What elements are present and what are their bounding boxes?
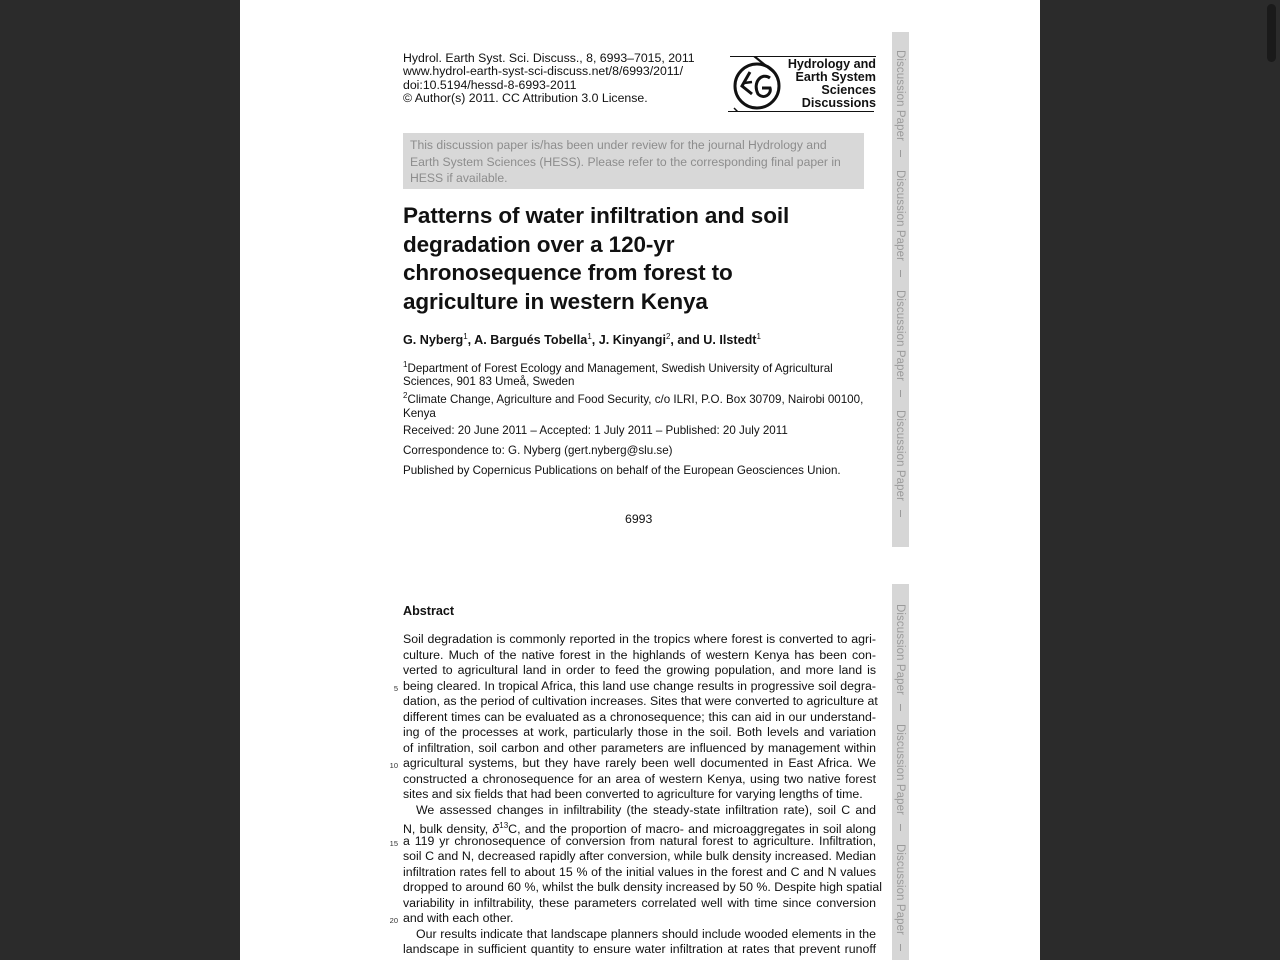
discussion-paper-strip	[892, 584, 909, 960]
author-name: G. Nyberg	[403, 333, 464, 348]
author-name: J. Kinyangi	[598, 333, 666, 348]
review-notice: This discussion paper is/has been under review for the journal Hydrology and Earth System Sciences (HESS). Please refer to the corresponding final paper in HESS if available.	[403, 133, 864, 189]
abstract-heading: Abstract	[403, 604, 455, 618]
discussion-paper-label: Discussion Paper	[894, 410, 906, 502]
strip-separator	[900, 150, 901, 157]
affiliation-mark: 2	[665, 332, 671, 341]
abstract-line: dropped to around 60 %, whilst the bulk density increased by 50 %. Despite high spatial	[403, 880, 882, 894]
dates: Received: 20 June 2011 – Accepted: 1 July 2011 – Published: 20 July 2011	[403, 424, 788, 437]
title-line: agriculture in western Kenya	[403, 288, 708, 314]
affiliation-1: $^1$Department of Forest Ecology and Management, Swedish University of Agricultural	[403, 360, 833, 375]
abstract-line: of infiltration, soil carbon and other parameters are influenced by management within	[403, 740, 876, 755]
pdf-page	[240, 0, 1040, 960]
abstract-line: Soil degradation is commonly reported in the tropics where forest is converted to agri-	[403, 632, 876, 646]
abstract-line: dation, as the period of cultivation increases. Sites that were converted to agriculture at	[403, 694, 878, 708]
abstract-line: variability in infiltrability, these parameters correlated well with time since conversion	[403, 895, 876, 910]
discussion-paper-label: Discussion Paper	[894, 170, 906, 262]
abstract-line: being cleared. In tropical Africa, this land use change results in progressive soil degra-	[403, 678, 876, 693]
separator: ,	[467, 333, 475, 348]
line-number: 5	[393, 683, 398, 693]
abstract-line: soil C and N, decreased rapidly after conversion, while bulk density increased. Median	[403, 849, 876, 863]
abstract-line: sites and six fields that had been converted to agriculture for varying lengths of time.	[403, 787, 863, 801]
license: © Author(s) 2011. CC Attribution 3.0 License.	[403, 90, 648, 105]
strip-separator	[900, 390, 901, 397]
citation: Hydrol. Earth Syst. Sci. Discuss., 8, 6993–7015, 2011	[403, 51, 695, 65]
logo-line: Hydrology and	[787, 57, 876, 71]
affiliation-2-cont: Kenya	[403, 406, 436, 420]
separator: , and	[670, 333, 704, 348]
author-name: A. Bargués Tobella	[474, 333, 588, 348]
logo-line: Discussions	[801, 96, 876, 110]
author-list	[403, 332, 761, 347]
abstract-body	[403, 632, 882, 958]
author-name: U. Ilstedt	[703, 333, 757, 348]
journal-url[interactable]: www.hydrol-earth-syst-sci-discuss.net/8/6993/2011/	[403, 64, 683, 79]
abstract-line: and with each other.	[403, 911, 514, 925]
abstract-line: constructed a chronosequence for an area of western Kenya, using two native forest	[403, 771, 876, 786]
egu-logo-icon	[730, 56, 784, 112]
correspondence[interactable]: Correspondence to: G. Nyberg (gert.nyberg@slu.se)	[403, 444, 673, 457]
line-number: 10	[389, 761, 398, 770]
affiliations	[403, 358, 873, 420]
page-number: 6993	[625, 512, 653, 526]
affiliation-mark: 1	[756, 332, 761, 341]
strip-separator	[900, 824, 901, 831]
logo-line: Earth System	[795, 70, 876, 84]
line-number: 20	[389, 916, 398, 925]
line-number: 15	[389, 838, 398, 848]
title-line: degradation over a 120-yr	[403, 231, 675, 257]
abstract-line: ing of the processes at work, particularly those in the soil. Both levels and variation	[403, 725, 876, 739]
affiliation-mark: 1	[463, 332, 468, 341]
affiliation-1-cont: Sciences, 901 83 Umeå, Sweden	[403, 375, 575, 389]
abstract-line: infiltration rates fell to about 15 % of the initial values in the forest and C and N values	[403, 864, 876, 879]
discussion-paper-label: Discussion Paper	[894, 724, 906, 816]
title-line: chronosequence from forest to	[403, 260, 733, 285]
discussion-paper-label: Discussion Paper	[894, 604, 906, 696]
abstract-line: culture. Much of the native forest in the highlands of western Kenya has been con-	[403, 647, 876, 662]
abstract-line: different times can be evaluated as a chronosequence; this can aid in our understand-	[403, 709, 876, 724]
title-line: Patterns of water infiltration and soil	[403, 203, 790, 228]
abstract-line: agricultural systems, but they have rarely been well documented in East Africa. We	[403, 756, 876, 770]
abstract-line: We assessed changes in infiltrability (the steady-state infiltration rate), soil C and	[416, 802, 876, 817]
abstract-line: a 119 yr chronosequence of conversion from natural forest to agriculture. Infiltration,	[403, 833, 876, 848]
affiliation-2: $^2$Climate Change, Agriculture and Food Security, c/o ILRI, P.O. Box 30709, Nairobi 00100,	[403, 391, 864, 406]
abstract-line: verted to agricultural land in order to feed the growing population, and more land is	[403, 663, 876, 677]
discussion-paper-label: Discussion Paper	[894, 50, 906, 142]
logo-line: Sciences	[821, 83, 876, 97]
strip-separator	[900, 704, 901, 711]
separator: ,	[591, 333, 599, 348]
publisher: Published by Copernicus Publications on behalf of the European Geosciences Union.	[403, 464, 841, 477]
abstract-line: Our results indicate that landscape planners should include wooded elements in the	[416, 926, 876, 941]
discussion-paper-label: Discussion Paper	[894, 290, 906, 382]
affiliation-mark: 1	[587, 332, 592, 341]
strip-separator	[900, 944, 901, 951]
abstract-line: N, bulk density, $\delta^{13}C$, and the proportion of macro- and microaggregates in soil along	[403, 821, 876, 837]
paper-title	[403, 202, 873, 316]
strip-separator	[900, 510, 901, 517]
discussion-paper-strip	[892, 32, 909, 547]
discussion-paper-label: Discussion Paper	[894, 844, 906, 936]
doi[interactable]: doi:10.5194/hessd-8-6993-2011	[403, 77, 577, 92]
scrollbar-thumb[interactable]	[1267, 4, 1276, 62]
strip-separator	[900, 270, 901, 277]
abstract-line: landscape in sufficient quantity to ensure water infiltration at rates that prevent runoff	[403, 942, 876, 956]
journal-header	[403, 52, 695, 105]
hess-logo	[728, 54, 878, 114]
